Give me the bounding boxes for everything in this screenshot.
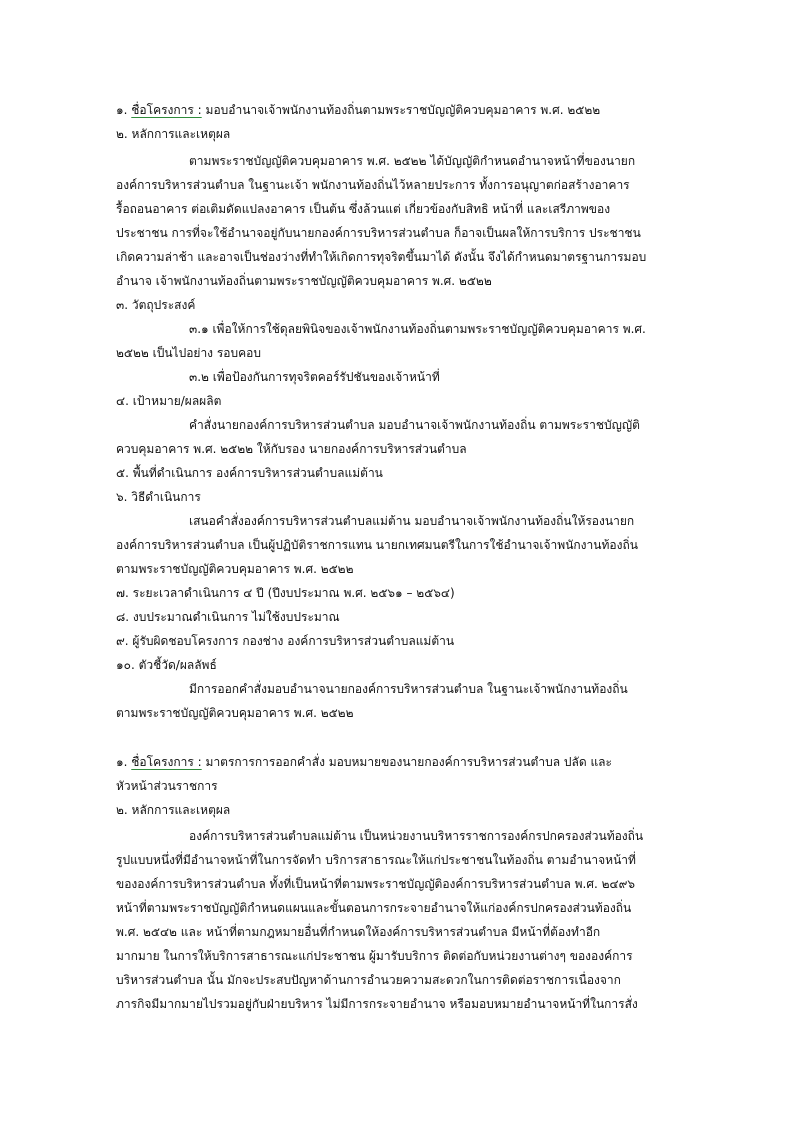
project1-heading-number: ๑. xyxy=(116,103,128,117)
p1-s3-line-1: ๓.๑ เพื่อให้การใช้ดุลยพินิจของเจ้าพนักงานท้องถิ่นตามพระราชบัญญัติควบคุมอาคาร พ.ศ. xyxy=(189,322,646,336)
p2-s2-line-1: องค์การบริหารส่วนตำบลแม่ต้าน เป็นหน่วยงานบริหารราชการองค์กรปกครองส่วนท้องถิ่น xyxy=(189,829,644,843)
p2-s2-line-2: รูปแบบหนึ่งที่มีอำนาจหน้าที่ในการจัดทำ บริการสาธารณะให้แก่ประชาชนในท้องถิ่น ตามอำนาจหน้าที่ xyxy=(116,853,636,867)
p1-s3-title: ๓. วัตถุประสงค์ xyxy=(116,298,196,312)
p2-s2-line-8: ภารกิจมีมากมายไปรวมอยู่กับฝ่ายบริหาร ไม่มีการกระจายอำนาจ หรือมอบหมายอำนาจหน้าที่ในการสั่ง xyxy=(116,997,638,1011)
p1-s4-title: ๔. เป้าหมาย/ผลผลิต xyxy=(116,394,222,408)
p1-s6-line-1: เสนอคำสั่งองค์การบริหารส่วนตำบลแม่ต้าน มอบอำนาจเจ้าพนักงานท้องถิ่นให้รองนายก xyxy=(189,514,635,528)
p1-s6-line-2: องค์การบริหารส่วนตำบล เป็นผู้ปฏิบัติราชการแทน นายกเทศมนตรีในการใช้อำนาจเจ้าพนักงานท้องถิ่น xyxy=(116,538,638,552)
p1-s2-line-6: อำนาจ เจ้าพนักงานท้องถิ่นตามพระราชบัญญัติควบคุมอาคาร พ.ศ. ๒๕๒๒ xyxy=(116,274,492,288)
p2-s2-line-5: พ.ศ. ๒๕๔๒ และ หน้าที่ตามกฎหมายอื่นที่กำหนดให้องค์การบริหารส่วนตำบล มีหน้าที่ต้องทำอีก xyxy=(116,925,601,939)
p1-s2-line-5: เกิดความล่าช้า และอาจเป็นช่องว่างที่ทำให้เกิดการทุจริตขึ้นมาได้ ดังนั้น จึงได้กำหนดมาตรฐานการมอบ xyxy=(116,250,647,264)
p1-s2-line-1: ตามพระราชบัญญัติควบคุมอาคาร พ.ศ. ๒๕๒๒ ได้บัญญัติกำหนดอำนาจหน้าที่ของนายก xyxy=(189,154,636,168)
p1-s2-line-2: องค์การบริหารส่วนตำบล ในฐานะเจ้า พนักงานท้องถิ่นไว้หลายประการ ทั้งการอนุญาตก่อสร้างอาคาร xyxy=(116,178,630,192)
project1-heading-label: ชื่อโครงการ : xyxy=(131,103,202,117)
p1-s10-title: ๑๐. ตัวชี้วัด/ผลลัพธ์ xyxy=(116,658,217,672)
project2-heading-text: มาตรการการออกคำสั่ง มอบหมายของนายกองค์การบริหารส่วนตำบล ปลัด และ xyxy=(205,755,612,769)
project2-heading xyxy=(116,754,612,770)
p1-s7-line: ๗. ระยะเวลาดำเนินการ ๔ ปี (ปีงบประมาณ พ.ศ. ๒๕๖๑ – ๒๕๖๔) xyxy=(116,586,455,600)
p1-s10-line-2: ตามพระราชบัญญัติควบคุมอาคาร พ.ศ. ๒๕๒๒ xyxy=(116,706,354,720)
p1-s8-line: ๘. งบประมาณดำเนินการ ไม่ใช้งบประมาณ xyxy=(116,610,340,624)
project2-heading-cont: หัวหน้าส่วนราชการ xyxy=(116,779,218,793)
p1-s6-line-3: ตามพระราชบัญญัติควบคุมอาคาร พ.ศ. ๒๕๒๒ xyxy=(116,562,354,576)
project2-heading-label: ชื่อโครงการ : xyxy=(131,755,202,769)
p2-s2-line-7: บริหารส่วนตำบล นั้น มักจะประสบปัญหาด้านการอำนวยความสะดวกในการติดต่อราชการเนื่องจาก xyxy=(116,973,621,987)
p1-s6-title: ๖. วิธีดำเนินการ xyxy=(116,490,201,504)
p1-s10-line-1: มีการออกคำสั่งมอบอำนาจนายกองค์การบริหารส่วนตำบล ในฐานะเจ้าพนักงานท้องถิ่น xyxy=(189,682,628,696)
p1-s3-line-3: ๓.๒ เพื่อป้องกันการทุจริตคอร์รัปชันของเจ้าหน้าที่ xyxy=(189,370,440,384)
project1-heading xyxy=(116,102,600,118)
p1-s4-line-1: คำสั่งนายกองค์การบริหารส่วนตำบล มอบอำนาจเจ้าพนักงานท้องถิ่น ตามพระราชบัญญัติ xyxy=(189,418,640,432)
p2-s2-line-6: มากมาย ในการให้บริการสาธารณะแก่ประชาชน ผู้มารับบริการ ติดต่อกับหน่วยงานต่างๆ ขององค์การ xyxy=(116,949,633,963)
p1-s3-line-2: ๒๕๒๒ เป็นไปอย่าง รอบคอบ xyxy=(116,346,261,360)
p2-s2-line-3: ขององค์การบริหารส่วนตำบล ทั้งที่เป็นหน้าที่ตามพระราชบัญญัติองค์การบริหารส่วนตำบล พ.ศ. ๒๔๙๖ xyxy=(116,877,635,891)
p1-s2-line-4: ประชาชน การที่จะใช้อำนาจอยู่กับนายกองค์การบริหารส่วนตำบล ก็อาจเป็นผลให้การบริการ ประชาชน xyxy=(116,226,641,240)
p1-s4-line-2: ควบคุมอาคาร พ.ศ. ๒๕๒๒ ให้กับรอง นายกองค์การบริหารส่วนตำบล xyxy=(116,442,467,456)
p1-s2-title: ๒. หลักการและเหตุผล xyxy=(116,127,231,141)
p2-s2-line-4: หน้าที่ตามพระราชบัญญัติกำหนดแผนและขั้นตอนการกระจายอำนาจให้แก่องค์กรปกครองส่วนท้องถิ่น xyxy=(116,901,632,915)
p1-s5-line: ๕. พื้นที่ดำเนินการ องค์การบริหารส่วนตำบลแม่ต้าน xyxy=(116,466,383,480)
project2-heading-number: ๑. xyxy=(116,755,128,769)
project1-heading-text: มอบอำนาจเจ้าพนักงานท้องถิ่นตามพระราชบัญญัติควบคุมอาคาร พ.ศ. ๒๕๒๒ xyxy=(205,103,601,117)
p1-s9-line: ๙. ผู้รับผิดชอบโครงการ กองช่าง องค์การบริหารส่วนตำบลแม่ต้าน xyxy=(116,634,455,648)
p1-s2-line-3: รื้อถอนอาคาร ต่อเติมดัดแปลงอาคาร เป็นต้น ซึ่งล้วนแต่ เกี่ยวข้องกับสิทธิ หน้าที่ และเสรีภาพของ xyxy=(116,202,611,216)
p2-s2-title: ๒. หลักการและเหตุผล xyxy=(116,803,231,817)
